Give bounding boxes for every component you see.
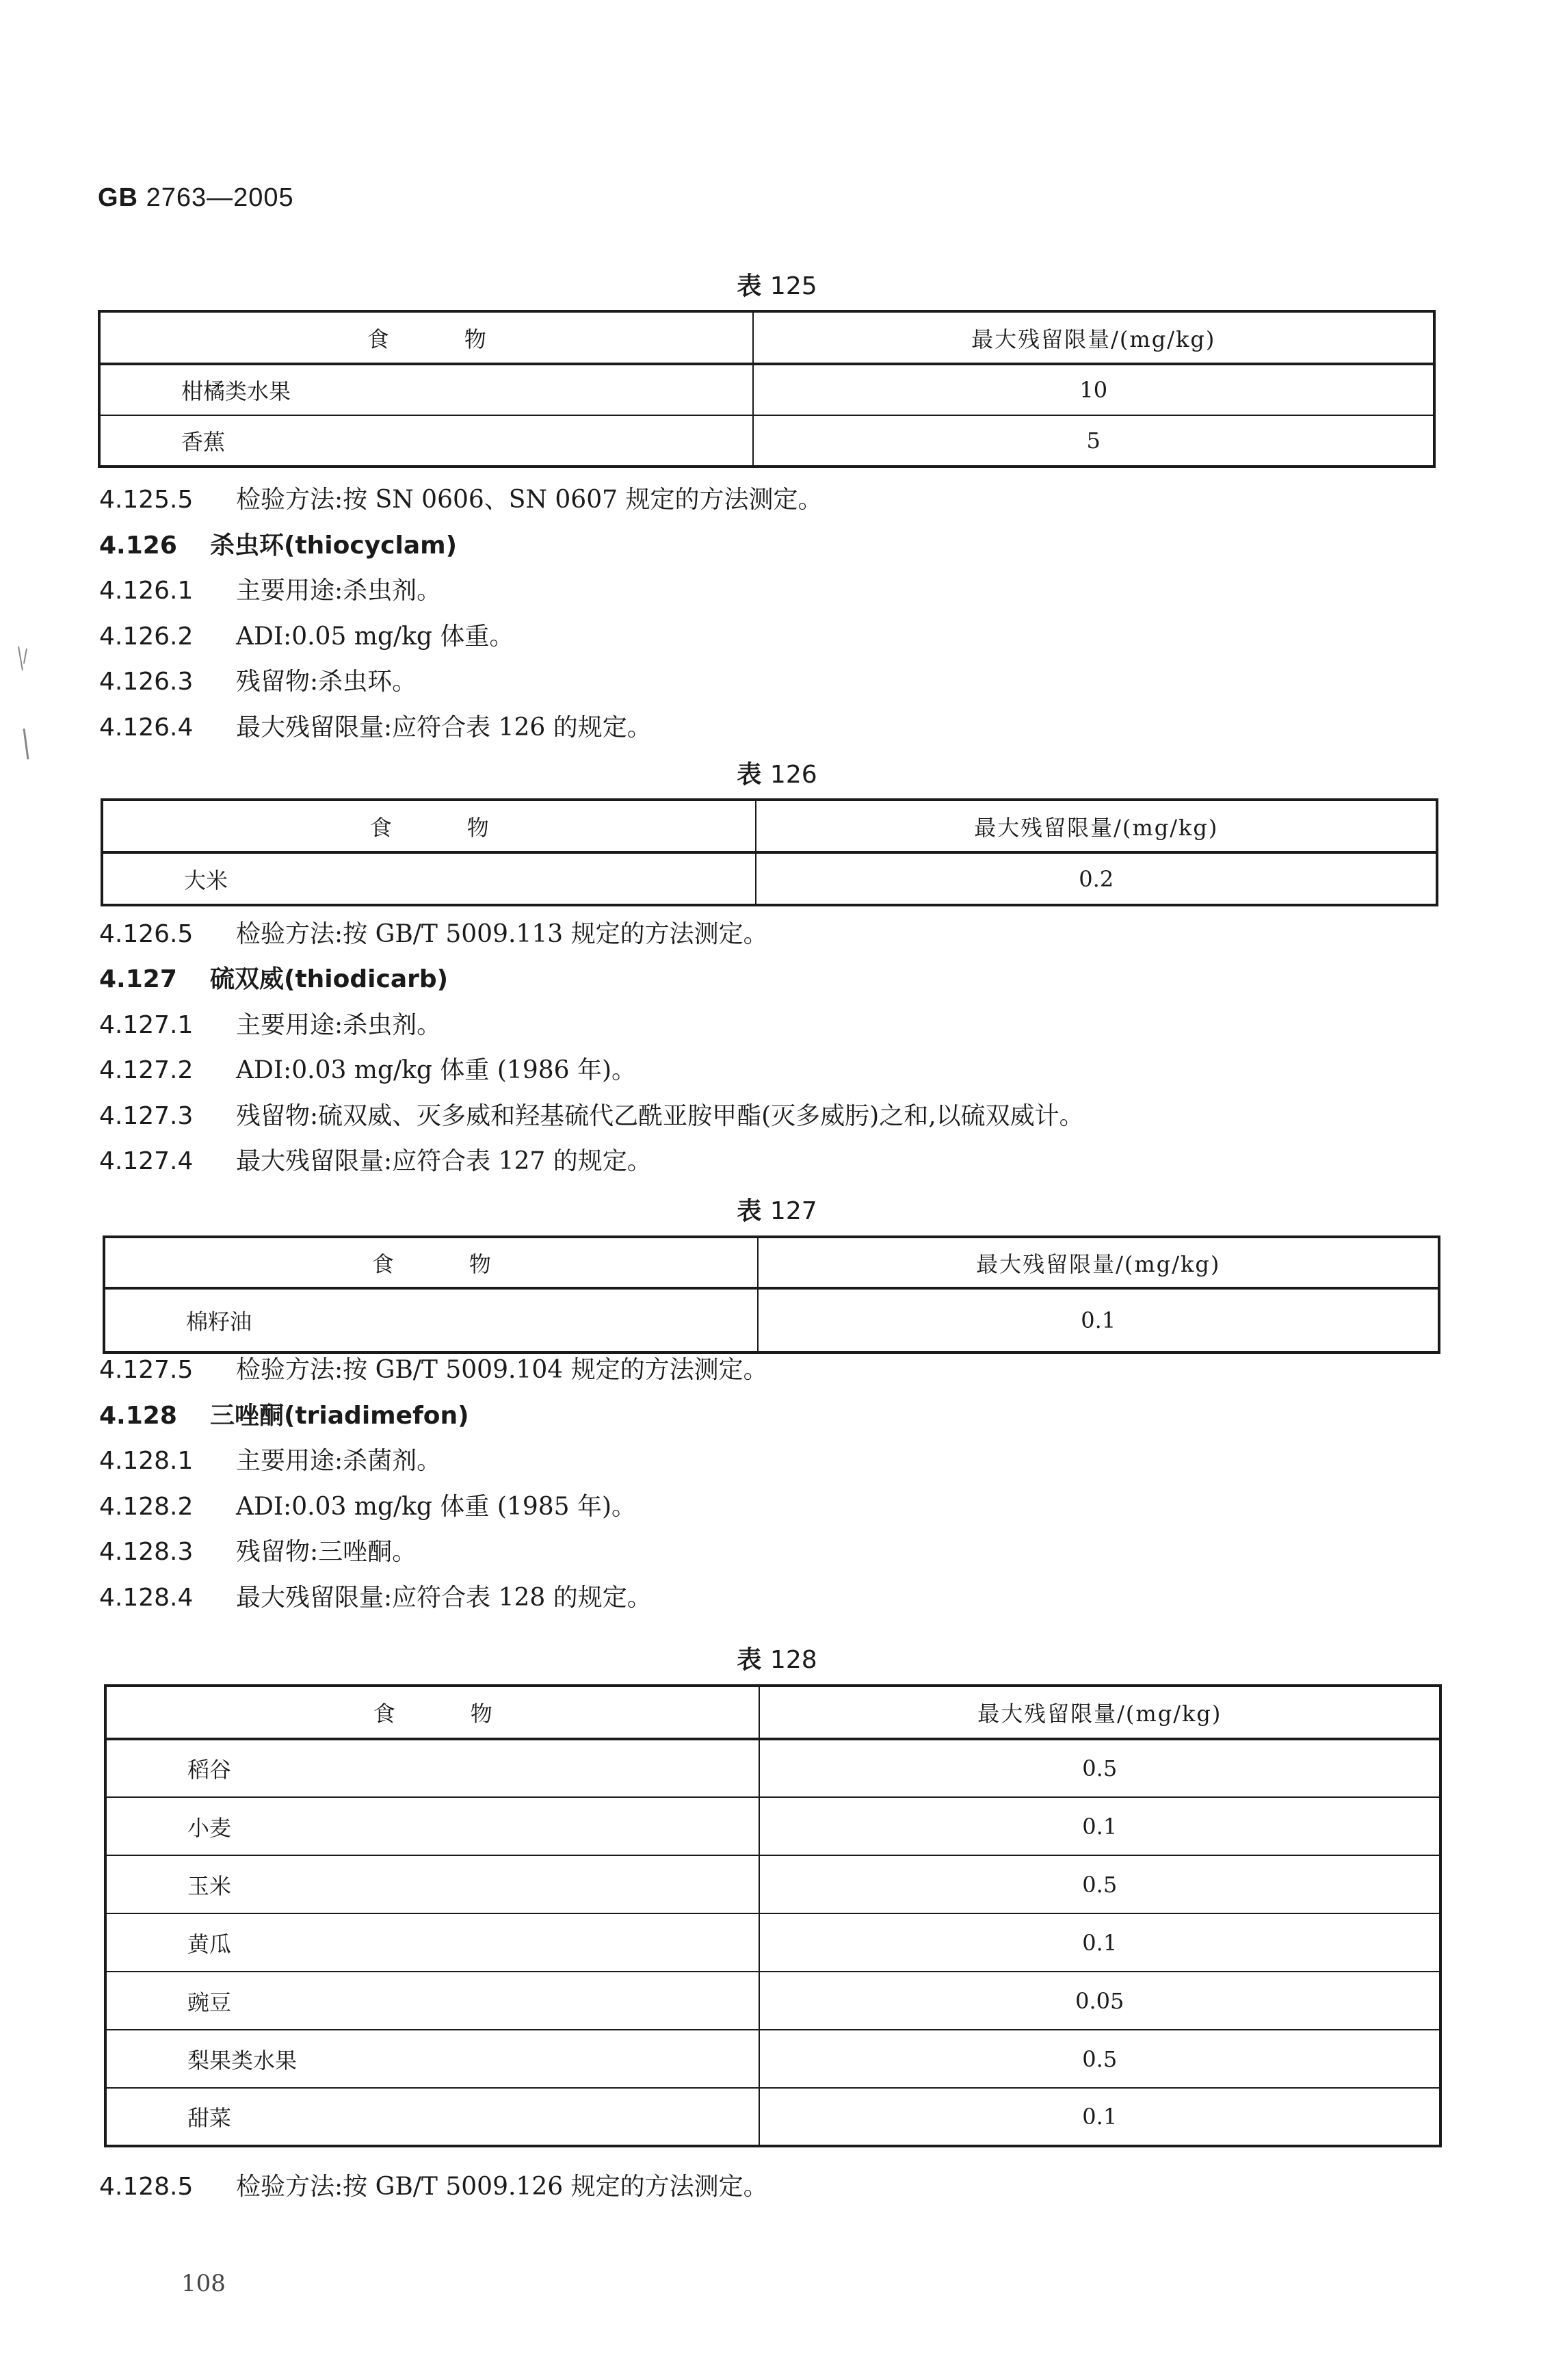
clause-text: 检验方法:按 GB/T 5009.126 规定的方法测定。 [236, 2173, 768, 2201]
clause-number: 4.128 [99, 1401, 177, 1430]
clause-text: 残留物:硫双威、灭多威和羟基硫代乙酰亚胺甲酯(灭多威肟)之和,以硫双威计。 [236, 1101, 1084, 1130]
mrl-column-header: 最大残留限量/(mg/kg) [756, 800, 1437, 852]
mrl-value-cell: 0.5 [759, 1855, 1440, 1913]
clause-text: 三唑酮(triadimefon) [210, 1401, 469, 1430]
table-128-caption: 表 128 [737, 1646, 817, 1674]
mrl-value-cell: 5 [753, 415, 1434, 467]
mrl-value-cell: 0.1 [759, 1797, 1440, 1855]
standard-code: GB [98, 183, 138, 212]
clause-line [99, 708, 652, 743]
clause-line [99, 1097, 1084, 1132]
clause-text: 最大残留限量:应符合表 127 的规定。 [236, 1147, 652, 1175]
clause-text: 残留物:杀虫环。 [236, 668, 417, 696]
clause-line [99, 1532, 417, 1567]
clause-number: 4.127.4 [99, 1147, 194, 1175]
clause-number: 4.127.1 [99, 1010, 194, 1039]
food-cell: 大米 [102, 852, 756, 905]
clause-number: 4.128.2 [99, 1492, 194, 1521]
mrl-value-cell: 0.2 [756, 852, 1437, 905]
clause-line [99, 1441, 441, 1476]
mrl-value-cell: 0.05 [759, 1972, 1440, 2030]
table-header-row [104, 1237, 1439, 1288]
table-row [99, 364, 1434, 415]
food-column-header: 食 物 [105, 1686, 759, 1739]
table-row [99, 415, 1434, 467]
mrl-value-cell: 0.5 [759, 1739, 1440, 1797]
food-cell: 甜菜 [105, 2088, 759, 2146]
table-row [105, 1913, 1440, 1972]
table-header-row [99, 311, 1434, 364]
mrl-value-cell: 10 [753, 364, 1434, 415]
table-row [105, 1739, 1440, 1797]
clause-line [99, 1487, 636, 1522]
scan-artifact-mark [10, 643, 38, 684]
table-row [102, 852, 1437, 905]
clause-number: 4.127.5 [99, 1356, 194, 1384]
clause-line [99, 571, 441, 606]
mrl-value-cell: 0.1 [759, 2088, 1440, 2146]
clause-text: ADI:0.03 mg/kg 体重 (1985 年)。 [236, 1492, 637, 1521]
food-cell: 豌豆 [105, 1972, 759, 2030]
clause-text: 检验方法:按 GB/T 5009.113 规定的方法测定。 [236, 920, 768, 948]
clause-number: 4.127.3 [99, 1101, 194, 1130]
clause-number: 4.128.3 [99, 1538, 194, 1567]
table-header-row [102, 800, 1437, 852]
table-row [105, 1855, 1440, 1913]
mrl-column-header: 最大残留限量/(mg/kg) [758, 1237, 1439, 1288]
clause-line [99, 480, 822, 515]
table-125-caption: 表 125 [737, 272, 817, 300]
food-cell: 柑橘类水果 [99, 364, 753, 415]
table-header-row [105, 1686, 1440, 1739]
clause-text: 杀虫环(thiocyclam) [210, 531, 458, 560]
food-cell: 稻谷 [105, 1739, 759, 1797]
mrl-column-header: 最大残留限量/(mg/kg) [759, 1686, 1440, 1739]
clause-number: 4.128.5 [99, 2173, 194, 2201]
table-127-caption: 表 127 [737, 1197, 817, 1225]
clause-line [99, 915, 768, 950]
table-row [105, 1972, 1440, 2030]
mrl-value-cell: 0.1 [758, 1288, 1439, 1352]
food-cell: 玉米 [105, 1855, 759, 1913]
clause-line [99, 1051, 636, 1086]
food-cell: 小麦 [105, 1797, 759, 1855]
clause-text: 最大残留限量:应符合表 128 的规定。 [236, 1584, 652, 1612]
food-cell: 梨果类水果 [105, 2030, 759, 2088]
table-126 [101, 798, 1438, 906]
clause-text: 检验方法:按 SN 0606、SN 0607 规定的方法测定。 [236, 486, 823, 514]
clause-number: 4.128.1 [99, 1447, 194, 1476]
table-125 [98, 310, 1436, 468]
table-row [105, 2030, 1440, 2088]
clause-text: 残留物:三唑酮。 [236, 1538, 417, 1567]
clause-line [99, 662, 417, 697]
clause-number: 4.126 [99, 531, 177, 560]
table-126-caption: 表 126 [737, 761, 817, 789]
clause-line [99, 1396, 469, 1431]
clause-text: 最大残留限量:应符合表 126 的规定。 [236, 714, 652, 742]
clause-number: 4.128.4 [99, 1584, 194, 1612]
table-128 [104, 1684, 1442, 2147]
clause-text: 主要用途:杀虫剂。 [236, 1010, 442, 1039]
page-number: 108 [181, 2270, 226, 2297]
clause-text: ADI:0.05 mg/kg 体重。 [236, 622, 514, 651]
scan-artifact-mark-2 [10, 725, 38, 766]
clause-text: 主要用途:杀菌剂。 [236, 1447, 442, 1476]
clause-line [99, 1006, 441, 1041]
clause-text: 主要用途:杀虫剂。 [236, 577, 442, 605]
clause-number: 4.126.4 [99, 714, 194, 742]
food-column-header: 食 物 [104, 1237, 758, 1288]
clause-line [99, 960, 448, 995]
clause-number: 4.126.2 [99, 622, 194, 651]
clause-text: ADI:0.03 mg/kg 体重 (1986 年)。 [236, 1056, 637, 1085]
clause-line [99, 1350, 768, 1385]
standard-number: 2763—2005 [146, 183, 294, 212]
clause-line [99, 526, 457, 561]
food-cell: 香蕉 [99, 415, 753, 467]
clause-text: 硫双威(thiodicarb) [210, 965, 449, 994]
table-row [105, 2088, 1440, 2146]
clause-number: 4.125.5 [99, 486, 194, 514]
mrl-value-cell: 0.5 [759, 2030, 1440, 2088]
clause-line [99, 617, 514, 652]
food-column-header: 食 物 [99, 311, 753, 364]
table-127 [103, 1235, 1440, 1354]
clause-number: 4.127 [99, 965, 177, 994]
clause-line [99, 1142, 652, 1177]
clause-number: 4.127.2 [99, 1056, 194, 1085]
clause-line [99, 2167, 768, 2202]
food-cell: 黄瓜 [105, 1913, 759, 1972]
clause-line [99, 1578, 652, 1613]
clause-number: 4.126.5 [99, 920, 194, 948]
mrl-column-header: 最大残留限量/(mg/kg) [753, 311, 1434, 364]
mrl-value-cell: 0.1 [759, 1913, 1440, 1972]
document-header [98, 183, 294, 213]
table-row [105, 1797, 1440, 1855]
clause-number: 4.126.3 [99, 668, 194, 696]
clause-text: 检验方法:按 GB/T 5009.104 规定的方法测定。 [236, 1356, 768, 1384]
clause-number: 4.126.1 [99, 577, 194, 605]
table-row [104, 1288, 1439, 1352]
food-column-header: 食 物 [102, 800, 756, 852]
food-cell: 棉籽油 [104, 1288, 758, 1352]
